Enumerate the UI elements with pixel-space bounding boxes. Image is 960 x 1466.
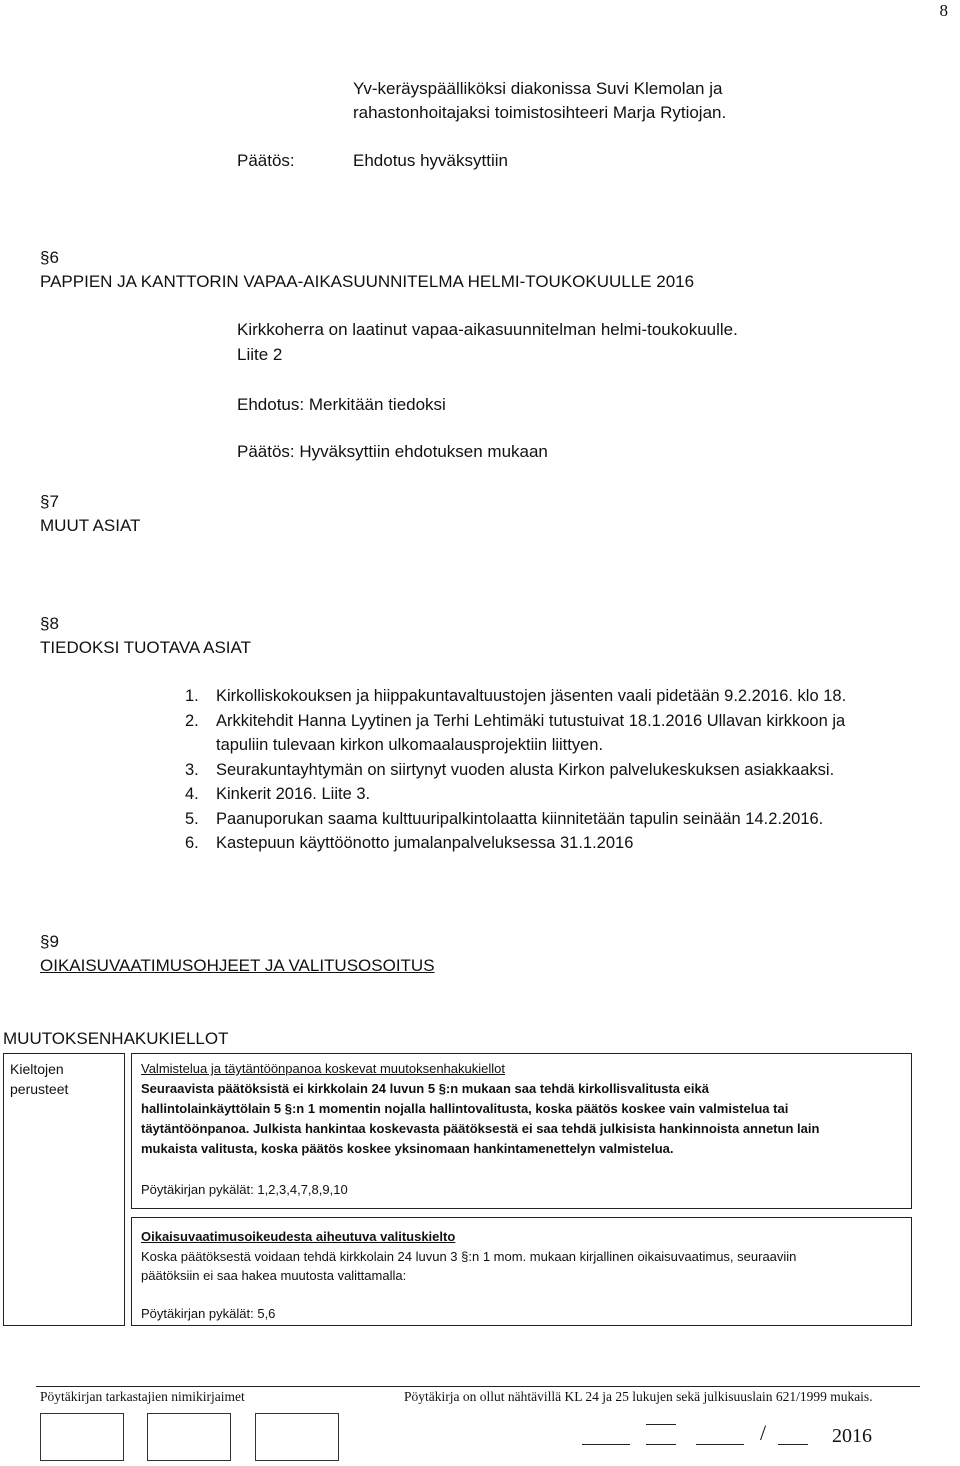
date-line-2	[696, 1444, 744, 1445]
intro-decision-label: Päätös:	[237, 151, 295, 170]
section-8-number: §8	[40, 614, 59, 633]
box-2-text-line-2: päätöksiin ei saa hakea muutosta valittamalla:	[141, 1268, 407, 1283]
box-1-sections: Pöytäkirjan pykälät: 1,2,3,4,7,8,9,10	[141, 1182, 348, 1197]
list-item: 6. Kastepuun käyttöönotto jumalanpalveluksessa 31.1.2016	[185, 834, 634, 852]
box-1-title: Valmistelua ja täytäntöönpanoa koskevat muutoksenhakukiellot	[141, 1061, 505, 1076]
date-line-month	[646, 1444, 676, 1445]
date-line-day-top	[646, 1424, 676, 1425]
appeal-left-label-box	[3, 1053, 125, 1326]
section-9-title: OIKAISUVAATIMUSOHJEET JA VALITUSOSOITUS	[40, 956, 435, 975]
list-item: 3. Seurakuntayhtymän on siirtynyt vuoden alusta Kirkon palvelukeskuksen asiakkaaksi.	[185, 760, 835, 779]
footer-year: 2016	[832, 1425, 872, 1447]
box-2-text-line-1: Koska päätöksestä voidaan tehdä kirkkolain 24 luvun 3 §:n 1 mom. mukaan kirjallinen oikaisuvaatimus, seuraaviin	[141, 1249, 797, 1264]
intro-line-2: rahastonhoitajaksi toimistosihteeri Marja Rytiojan.	[353, 103, 727, 122]
list-item: 2. Arkkitehdit Hanna Lyytinen ja Terhi Lehtimäki tutustuivat 18.1.2016 Ullavan kirkkoon ja	[185, 711, 846, 730]
box-1-text-line-2: hallintolainkäyttölain 5 §:n 1 momentin nojalla hallintovalitusta, koska päätös koskee vain valmistelua tai	[141, 1101, 789, 1116]
initials-box-1[interactable]	[40, 1413, 124, 1461]
section-8-title: TIEDOKSI TUOTAVA ASIAT	[40, 638, 251, 657]
section-6-proposal: Ehdotus: Merkitään tiedoksi	[237, 395, 446, 414]
section-sign: §	[40, 614, 50, 633]
section-9-number: §9	[40, 932, 59, 951]
section-6-title: PAPPIEN JA KANTTORIN VAPAA-AIKASUUNNITELMA HELMI-TOUKOKUULLE 2016	[40, 272, 695, 291]
section-6-body-line-1: Kirkkoherra on laatinut vapaa-aikasuunnitelman helmi-toukokuulle.	[237, 320, 738, 339]
section-6-body-line-2: Liite 2	[237, 345, 283, 364]
list-item: 1. Kirkolliskokouksen ja hiippakuntavaltuustojen jäsenten vaali pidetään 9.2.2016. klo 18.	[185, 687, 847, 705]
footer-right-text: Pöytäkirja on ollut nähtävillä KL 24 ja 25 lukujen sekä julkisuuslain 621/1999 mukais.	[404, 1389, 873, 1404]
list-item: tapuliin tulevaan kirkon ulkomaalausprojektiin liittyen.	[216, 736, 604, 754]
left-label-line-1: Kieltojen	[10, 1061, 64, 1077]
intro-line-1: Yv-keräyspäälliköksi diakonissa Suvi Klemolan ja	[353, 79, 723, 98]
box-1-text-line-1: Seuraavista päätöksistä ei kirkkolain 24 luvun 5 §:n mukaan saa tehdä kirkollisvalitusta eikä	[141, 1081, 709, 1096]
section-7-number: §7	[40, 492, 59, 511]
section-6-number: §6	[40, 248, 59, 267]
footer-rule	[36, 1386, 920, 1387]
intro-decision-value: Ehdotus hyväksyttiin	[353, 151, 508, 170]
section-sign: §	[40, 248, 50, 267]
box-1-text-line-4: mukaista valitusta, koska päätös koskee yksinomaan hankintamenettelyn valmistelua.	[141, 1141, 674, 1156]
footer-left-text: Pöytäkirjan tarkastajien nimikirjaimet	[40, 1389, 245, 1404]
date-line-day	[582, 1444, 630, 1445]
initials-box-2[interactable]	[147, 1413, 231, 1461]
list-item: 4. Kinkerit 2016. Liite 3.	[185, 785, 371, 803]
left-label-line-2: perusteet	[10, 1081, 69, 1097]
appeal-box-1	[131, 1053, 912, 1209]
page-number: 8	[939, 1, 948, 20]
section-6-decision: Päätös: Hyväksyttiin ehdotuksen mukaan	[237, 442, 548, 461]
box-1-text-line-3: täytäntöönpanoa. Julkista hankintaa koskevasta päätöksestä ei saa tehdä julkisista hankinnoista annetun lain	[141, 1121, 820, 1136]
section-sign: §	[40, 932, 50, 951]
appeal-heading: MUUTOKSENHAKUKIELLOT	[3, 1029, 229, 1048]
section-7-title: MUUT ASIAT	[40, 516, 141, 535]
date-separator: /	[760, 1420, 767, 1445]
initials-box-3[interactable]	[255, 1413, 339, 1461]
box-2-title: Oikaisuvaatimusoikeudesta aiheutuva valituskielto	[141, 1229, 456, 1244]
date-line-3	[778, 1444, 808, 1445]
list-item: 5. Paanuporukan saama kulttuuripalkintolaatta kiinnitetään tapulin seinään 14.2.2016.	[185, 809, 824, 828]
info-items-list	[185, 684, 945, 856]
section-sign: §	[40, 492, 50, 511]
appeal-box-2	[131, 1217, 912, 1326]
box-2-sections: Pöytäkirjan pykälät: 5,6	[141, 1306, 276, 1321]
